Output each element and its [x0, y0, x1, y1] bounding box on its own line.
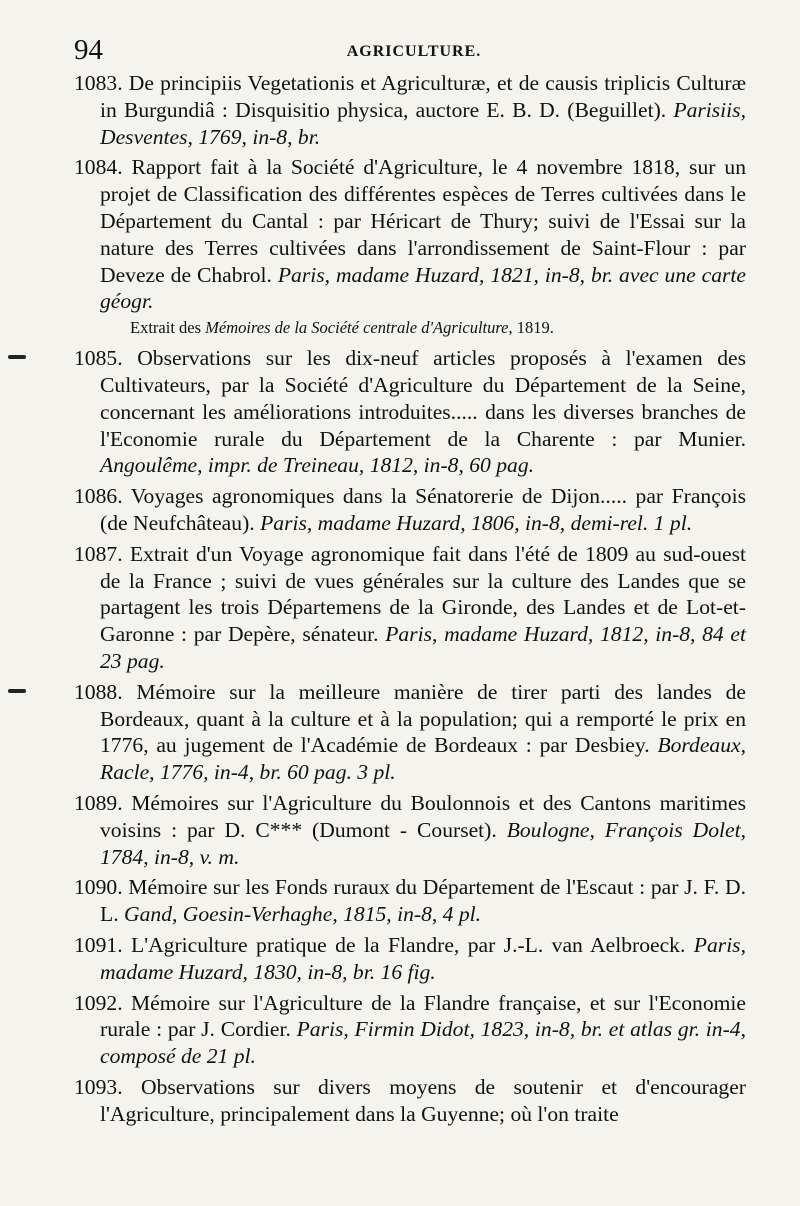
entry-text: Mémoire sur l'Agriculture de la Flandre française, et sur l'Economie rurale : par J. Cordier. — [100, 990, 746, 1042]
list-item — [74, 541, 747, 675]
running-head: AGRICULTURE. — [346, 43, 482, 60]
entry-imprint: Paris, madame Huzard, 1812, in-8, 84 et 23 pag. — [100, 622, 746, 673]
list-item — [74, 483, 746, 537]
margin-dash-mark — [8, 355, 26, 359]
entry-text: Voyages agronomiques dans la Sénatorerie de Dijon..... par François (de Neufchâteau). — [100, 484, 746, 535]
entry-imprint: Paris, madame Huzard, 1830, in-8, br. 16 fig. — [100, 932, 746, 984]
entry-imprint: Paris, Firmin Didot, 1823, in-8, br. et atlas gr. in-4, composé de 21 pl. — [100, 1017, 746, 1069]
entry-text: Rapport fait à la Société d'Agriculture, le 4 novembre 1818, sur un projet de Classification des différentes espèces de Terres cultivées dans le Département du Cantal : par Héricart de Thury; suivi de l'Essai sur la nature des Terres cultivées dans l'arrondissement de Saint-Flour : par Deveze de Chabrol. — [100, 155, 746, 287]
entry-note — [130, 315, 746, 341]
list-item — [74, 154, 746, 341]
list-item — [74, 874, 746, 928]
note-year: , 1819. — [508, 318, 554, 338]
entry-number: 1093. — [74, 1074, 123, 1099]
page-number: 94 — [74, 34, 103, 66]
list-item — [74, 990, 746, 1070]
entry-imprint: Paris, madame Huzard, 1821, in-8, br. avec une carte géogr. — [100, 262, 746, 314]
entry-text: Observations sur les dix-neuf articles proposés à l'examen des Cultivateurs, par la Société d'Agriculture du Département de la Seine, concernant les améliorations introduites..... dans les diverses branches de l'Economie rurale du Département de la Charente : par Munier. — [100, 346, 746, 451]
entry-imprint: Paris, madame Huzard, 1806, in-8, demi-rel. 1 pl. — [260, 510, 693, 535]
list-item — [74, 1074, 746, 1128]
entry-number: 1090. — [74, 875, 123, 900]
entry-number: 1084. — [74, 155, 123, 180]
entry-number: 1085. — [74, 346, 123, 371]
margin-dash-mark — [8, 689, 26, 693]
list-item — [74, 70, 746, 150]
entry-number: 1087. — [74, 541, 123, 566]
entry-text: L'Agriculture pratique de la Flandre, par J.-L. van Aelbroeck. — [131, 932, 686, 957]
page-header — [74, 34, 754, 74]
bibliography-list — [0, 70, 800, 1131]
entry-text: De principiis Vegetationis et Agriculturæ, et de causis triplicis Culturæ in Burgundiâ : Disquisitio physica, auctore E. B. D. (Beguillet). — [100, 71, 746, 122]
entry-imprint: Parisiis, Desventes, 1769, in-8, br. — [100, 97, 746, 149]
list-item — [74, 345, 746, 479]
note-source: Mémoires de la Société centrale d'Agriculture — [205, 318, 509, 338]
entry-text: Observations sur divers moyens de soutenir et d'encourager l'Agriculture, principalement dans la Guyenne; où l'on traite — [100, 1074, 746, 1126]
note-prefix: Extrait des — [130, 318, 202, 338]
entry-imprint: Angoulême, impr. de Treineau, 1812, in-8, 60 pag. — [100, 453, 535, 478]
list-item — [74, 932, 746, 986]
entry-text: Mémoire sur les Fonds ruraux du Département de l'Escaut : par J. F. D. L. — [100, 875, 746, 927]
entry-number: 1083. — [74, 71, 123, 95]
entry-text: Mémoire sur la meilleure manière de tirer parti des landes de Bordeaux, quant à la culture et à la population; qui a remporté le prix en 1776, au jugement de l'Académie de Bordeaux : par Desbiey. — [100, 679, 746, 758]
list-item — [74, 679, 746, 786]
entry-number: 1091. — [74, 932, 123, 957]
entry-number: 1089. — [74, 790, 123, 815]
entry-text: Mémoires sur l'Agriculture du Boulonnois et des Cantons maritimes voisins : par D. C*** (Dumont - Courset). — [100, 790, 746, 842]
entry-number: 1092. — [74, 990, 123, 1015]
entry-number: 1088. — [74, 679, 123, 704]
entry-imprint: Gand, Goesin-Verhaghe, 1815, in-8, 4 pl. — [124, 902, 482, 927]
entry-number: 1086. — [74, 484, 123, 509]
entry-text: Extrait d'un Voyage agronomique fait dans l'été de 1809 au sud-ouest de la France ; suivi de vues générales sur la culture des Landes que se partagent les trois Départemens de la Gironde, des Landes et de Lot-et-Garonne : par Depère, sénateur. — [100, 541, 747, 647]
entry-imprint: Bordeaux, Racle, 1776, in-4, br. 60 pag. 3 pl. — [100, 733, 746, 785]
list-item — [74, 790, 746, 870]
entry-imprint: Boulogne, François Dolet, 1784, in-8, v. m. — [100, 817, 746, 869]
